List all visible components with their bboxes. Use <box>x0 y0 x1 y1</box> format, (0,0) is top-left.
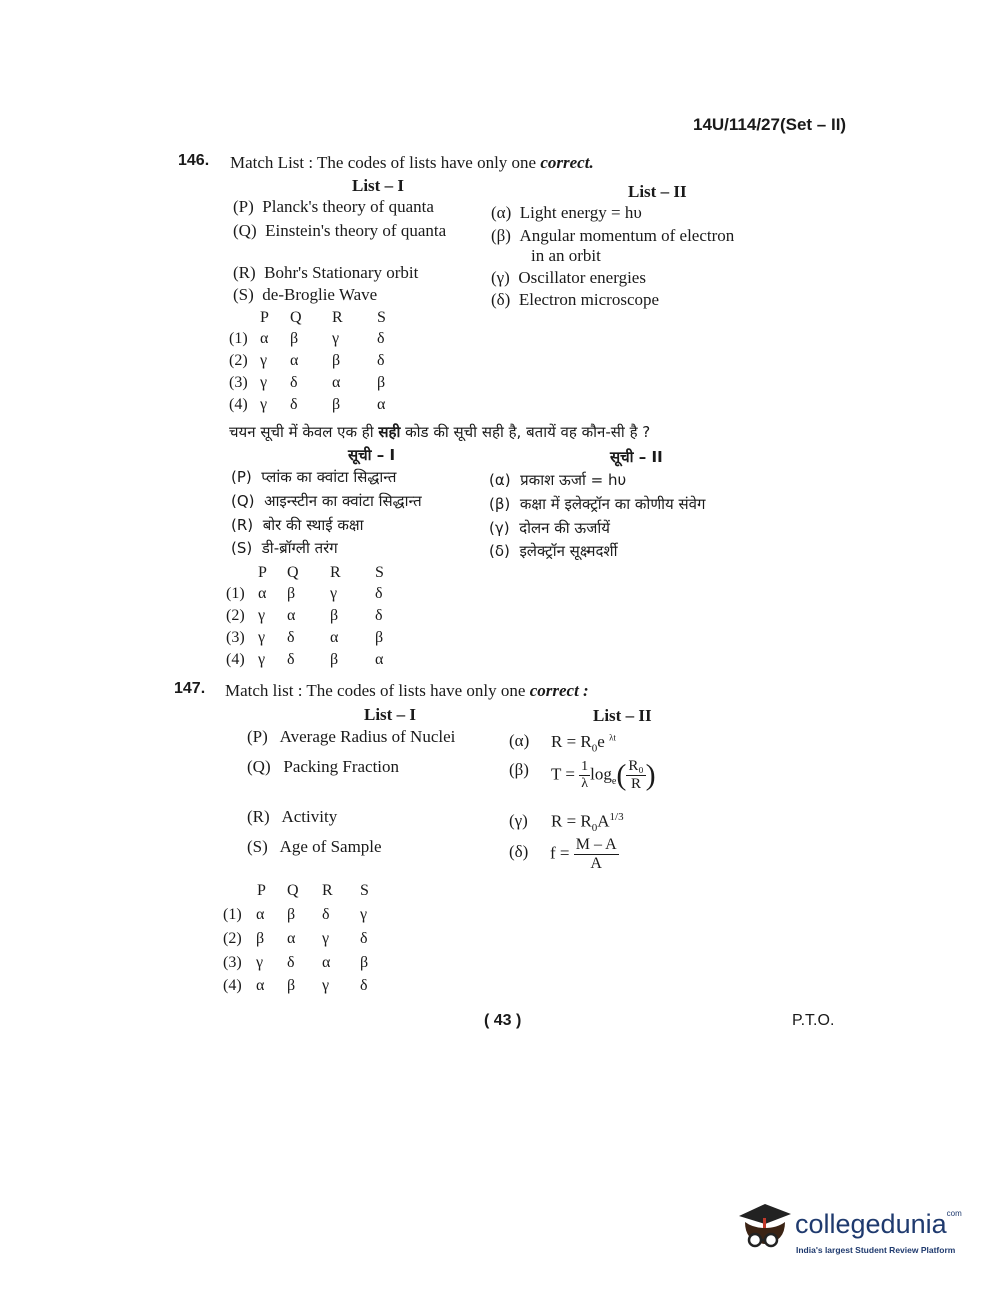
code-header-s: S <box>377 309 386 326</box>
code-header-r: R <box>332 309 343 326</box>
formula-beta: T = $\frac{1}{\lambda}$ $\log_e$( $\frac{\text{R₀}}{R}$ ) <box>551 758 656 792</box>
option-code: α <box>290 352 299 369</box>
page-number: ( 43 ) <box>484 1012 522 1029</box>
code-header-s: S <box>375 564 384 581</box>
option-code: α <box>332 374 341 391</box>
list-1-item: (R) Activity <box>247 807 338 826</box>
option-code: δ <box>290 374 298 391</box>
option-code: γ <box>332 330 340 347</box>
hindi-list-2-item: (β) कक्षा में इलेक्ट्रॉन का कोणीय संवेग <box>489 495 706 513</box>
hindi-list-1-item: (S) डी-ब्रॉग्ली तरंग <box>231 539 338 557</box>
formula-delta: f = $\frac{M - A}{A}$ <box>550 836 617 872</box>
option-code: δ <box>377 330 385 347</box>
list-1-item: (Q) Packing Fraction <box>247 757 400 776</box>
option-code: β <box>332 396 341 413</box>
hindi-list-2-item: (δ) इलेक्ट्रॉन सूक्ष्मदर्शी <box>489 542 618 560</box>
option-label: (2) <box>229 352 248 369</box>
option-code: β <box>360 954 369 971</box>
question-147-stem: Match list : The codes of lists have only one correct : <box>225 681 589 700</box>
hindi-list-2-item: (γ) दोलन की ऊर्जायें <box>489 519 610 537</box>
option-code: α <box>377 396 386 413</box>
list-2-tag: (α) <box>509 731 530 750</box>
option-label: (1) <box>229 330 248 347</box>
option-code: β <box>375 629 384 646</box>
option-code: β <box>330 651 339 668</box>
option-label: (4) <box>226 651 245 668</box>
option-label: (3) <box>223 954 242 971</box>
option-code: δ <box>375 585 383 602</box>
list-2-item: (β) Angular momentum of electron <box>491 226 735 245</box>
option-code: δ <box>360 930 368 947</box>
question-146-stem <box>230 153 594 173</box>
option-code: δ <box>322 906 330 923</box>
list-2-tag: (δ) <box>509 842 529 861</box>
option-code: β <box>290 330 299 347</box>
option-code: β <box>287 977 296 994</box>
code-header-s: S <box>360 882 369 899</box>
list-2-tag: (γ) <box>509 811 528 830</box>
code-header-p: P <box>260 309 269 326</box>
option-code: α <box>256 906 265 923</box>
option-code: β <box>330 607 339 624</box>
hindi-list-1-item: (P) प्लांक का क्वांटा सिद्धान्त <box>231 468 397 486</box>
logo-tagline: India's largest Student Review Platform <box>796 1245 956 1255</box>
collegedunia-logo-icon <box>735 1196 793 1254</box>
option-code: δ <box>287 651 295 668</box>
list-1-item: (R) Bohr's Stationary orbit <box>233 263 419 282</box>
paper-code: 14U/114/27(Set – II) <box>693 115 847 134</box>
code-header-q: Q <box>287 564 299 581</box>
list-2-tag: (β) <box>509 760 529 779</box>
question-number-146: 146. <box>178 152 210 169</box>
pto-note: P.T.O. <box>792 1012 835 1029</box>
option-code: β <box>287 585 296 602</box>
formula-alpha: $R = R_0e$ $^{\lambda t}$ <box>551 732 616 755</box>
option-label: (4) <box>223 977 242 994</box>
option-code: α <box>256 977 265 994</box>
list-2-heading: List – II <box>628 182 687 201</box>
option-label: (2) <box>223 930 242 947</box>
list-2-item: (γ) Oscillator energies <box>491 268 646 287</box>
option-code: α <box>375 651 384 668</box>
option-code: α <box>287 930 296 947</box>
option-code: β <box>287 906 296 923</box>
option-label: (3) <box>226 629 245 646</box>
code-header-q: Q <box>287 882 299 899</box>
formula-gamma: $R = R_0A^{1/3}$ <box>551 811 624 835</box>
list-1-item: (S) de-Broglie Wave <box>233 285 378 304</box>
option-code: γ <box>260 352 268 369</box>
option-code: δ <box>290 396 298 413</box>
option-code: γ <box>360 906 368 923</box>
option-code: γ <box>322 977 330 994</box>
option-code: γ <box>258 629 266 646</box>
option-code: δ <box>375 607 383 624</box>
option-label: (3) <box>229 374 248 391</box>
stem-emphasis: correct. <box>540 153 594 172</box>
option-code: γ <box>260 374 268 391</box>
option-code: γ <box>256 954 264 971</box>
option-code: δ <box>360 977 368 994</box>
hindi-list-1-heading: सूची – I <box>348 446 396 464</box>
option-code: β <box>256 930 265 947</box>
option-label: (1) <box>226 585 245 602</box>
list-1-heading: List – I <box>352 176 404 195</box>
option-code: δ <box>287 629 295 646</box>
list-2-heading: List – II <box>593 706 652 725</box>
option-code: α <box>330 629 339 646</box>
code-header-r: R <box>322 882 333 899</box>
code-header-q: Q <box>290 309 302 326</box>
option-label: (4) <box>229 396 248 413</box>
code-header-p: P <box>258 564 267 581</box>
option-code: δ <box>287 954 295 971</box>
list-1-item: (Q) Einstein's theory of quanta <box>233 221 447 240</box>
list-1-item: (P) Planck's theory of quanta <box>233 197 434 216</box>
option-code: β <box>332 352 341 369</box>
list-2-item: (α) Light energy = hυ <box>491 203 642 222</box>
hindi-list-1-item: (Q) आइन्स्टीन का क्वांटा सिद्धान्त <box>231 492 422 510</box>
list-1-item: (P) Average Radius of Nuclei <box>247 727 456 746</box>
option-code: γ <box>258 607 266 624</box>
stem-text: Match List : The codes of lists have only one <box>230 153 541 172</box>
hindi-list-2-heading: सूची – II <box>610 448 663 466</box>
option-code: γ <box>322 930 330 947</box>
option-code: δ <box>377 352 385 369</box>
list-2-item-continuation: in an orbit <box>531 246 601 265</box>
list-2-item: (δ) Electron microscope <box>491 290 660 309</box>
option-code: γ <box>260 396 268 413</box>
option-label: (1) <box>223 906 242 923</box>
list-1-item: (S) Age of Sample <box>247 837 382 856</box>
logo-wordmark: collegedunia$^{com}$ <box>795 1209 962 1239</box>
code-header-p: P <box>257 882 266 899</box>
code-header-r: R <box>330 564 341 581</box>
list-1-heading: List – I <box>364 705 416 724</box>
option-code: α <box>260 330 269 347</box>
option-code: β <box>377 374 386 391</box>
option-code: γ <box>330 585 338 602</box>
hindi-list-2-item: (α) प्रकाश ऊर्जा = hυ <box>489 471 627 489</box>
option-code: γ <box>258 651 266 668</box>
hindi-list-1-item: (R) बोर की स्थाई कक्षा <box>231 516 364 534</box>
option-code: α <box>258 585 267 602</box>
hindi-stem: चयन सूची में केवल एक ही सही कोड की सूची सही है, बतायें वह कौन-सी है ? <box>229 423 651 441</box>
option-code: α <box>287 607 296 624</box>
option-label: (2) <box>226 607 245 624</box>
question-number-147: 147. <box>174 680 206 697</box>
option-code: α <box>322 954 331 971</box>
